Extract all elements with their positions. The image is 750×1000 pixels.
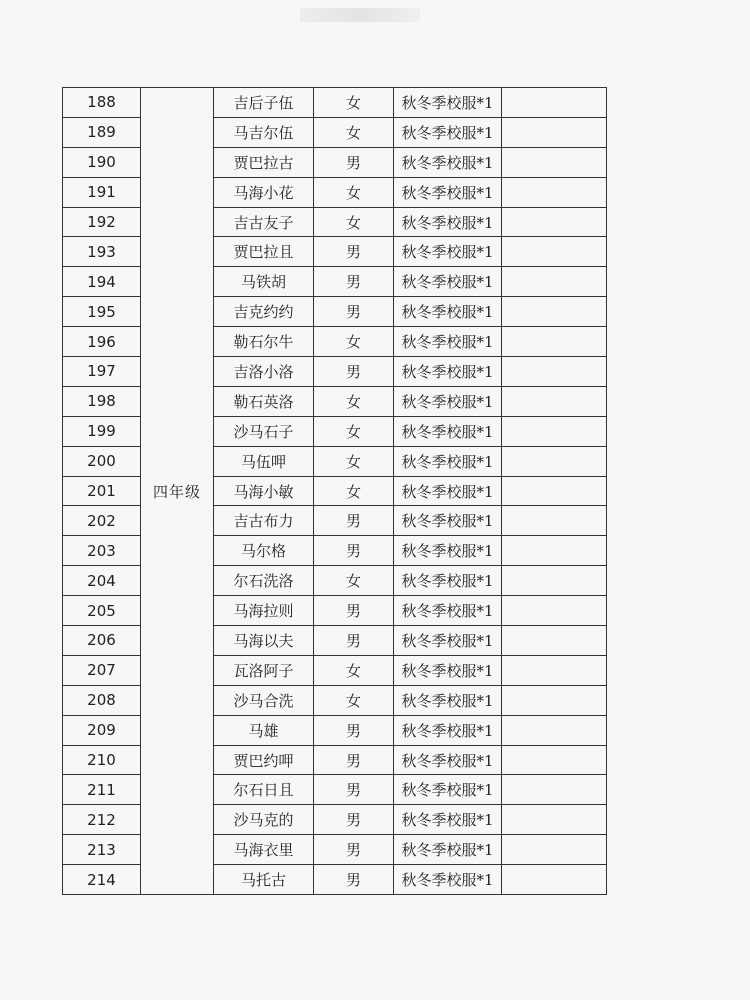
uniform-item: 秋冬季校服*1 bbox=[394, 626, 502, 656]
uniform-item: 秋冬季校服*1 bbox=[394, 177, 502, 207]
uniform-item: 秋冬季校服*1 bbox=[394, 147, 502, 177]
uniform-item: 秋冬季校服*1 bbox=[394, 297, 502, 327]
row-number: 208 bbox=[63, 685, 141, 715]
student-name: 马尔格 bbox=[214, 536, 314, 566]
empty-cell bbox=[502, 745, 607, 775]
uniform-item: 秋冬季校服*1 bbox=[394, 88, 502, 118]
row-number: 212 bbox=[63, 805, 141, 835]
row-number: 198 bbox=[63, 386, 141, 416]
student-name: 吉洛小洛 bbox=[214, 357, 314, 387]
row-number: 211 bbox=[63, 775, 141, 805]
empty-cell bbox=[502, 835, 607, 865]
row-number: 189 bbox=[63, 117, 141, 147]
uniform-item: 秋冬季校服*1 bbox=[394, 835, 502, 865]
row-number: 209 bbox=[63, 715, 141, 745]
student-name: 马雄 bbox=[214, 715, 314, 745]
student-sex: 女 bbox=[314, 446, 394, 476]
student-name: 贾巴拉且 bbox=[214, 237, 314, 267]
uniform-item: 秋冬季校服*1 bbox=[394, 596, 502, 626]
row-number: 200 bbox=[63, 446, 141, 476]
roster-body bbox=[63, 88, 607, 895]
student-name: 尔石洗洛 bbox=[214, 566, 314, 596]
student-name: 沙马克的 bbox=[214, 805, 314, 835]
student-name: 马海小敏 bbox=[214, 476, 314, 506]
student-name: 贾巴拉古 bbox=[214, 147, 314, 177]
uniform-item: 秋冬季校服*1 bbox=[394, 745, 502, 775]
student-sex: 女 bbox=[314, 207, 394, 237]
empty-cell bbox=[502, 775, 607, 805]
student-name: 马吉尔伍 bbox=[214, 117, 314, 147]
student-sex: 男 bbox=[314, 626, 394, 656]
grade-cell: 四年级 bbox=[141, 88, 214, 895]
student-sex: 男 bbox=[314, 357, 394, 387]
student-sex: 男 bbox=[314, 267, 394, 297]
student-sex: 男 bbox=[314, 596, 394, 626]
empty-cell bbox=[502, 177, 607, 207]
uniform-item: 秋冬季校服*1 bbox=[394, 506, 502, 536]
row-number: 194 bbox=[63, 267, 141, 297]
student-name: 吉古友子 bbox=[214, 207, 314, 237]
student-sex: 女 bbox=[314, 177, 394, 207]
empty-cell bbox=[502, 357, 607, 387]
uniform-item: 秋冬季校服*1 bbox=[394, 685, 502, 715]
student-sex: 女 bbox=[314, 88, 394, 118]
student-name: 马海小花 bbox=[214, 177, 314, 207]
student-name: 马海拉则 bbox=[214, 596, 314, 626]
empty-cell bbox=[502, 88, 607, 118]
uniform-item: 秋冬季校服*1 bbox=[394, 117, 502, 147]
student-sex: 男 bbox=[314, 536, 394, 566]
uniform-item: 秋冬季校服*1 bbox=[394, 267, 502, 297]
row-number: 210 bbox=[63, 745, 141, 775]
empty-cell bbox=[502, 506, 607, 536]
student-sex: 女 bbox=[314, 566, 394, 596]
row-number: 190 bbox=[63, 147, 141, 177]
row-number: 205 bbox=[63, 596, 141, 626]
empty-cell bbox=[502, 715, 607, 745]
student-sex: 男 bbox=[314, 147, 394, 177]
empty-cell bbox=[502, 267, 607, 297]
student-sex: 男 bbox=[314, 805, 394, 835]
uniform-item: 秋冬季校服*1 bbox=[394, 237, 502, 267]
empty-cell bbox=[502, 626, 607, 656]
row-number: 206 bbox=[63, 626, 141, 656]
student-name: 马海衣里 bbox=[214, 835, 314, 865]
row-number: 197 bbox=[63, 357, 141, 387]
uniform-item: 秋冬季校服*1 bbox=[394, 476, 502, 506]
uniform-item: 秋冬季校服*1 bbox=[394, 655, 502, 685]
empty-cell bbox=[502, 446, 607, 476]
row-number: 207 bbox=[63, 655, 141, 685]
uniform-roster-table bbox=[62, 87, 607, 895]
scan-artifact bbox=[300, 8, 420, 22]
uniform-item: 秋冬季校服*1 bbox=[394, 327, 502, 357]
uniform-item: 秋冬季校服*1 bbox=[394, 357, 502, 387]
student-name: 瓦洛阿子 bbox=[214, 655, 314, 685]
empty-cell bbox=[502, 476, 607, 506]
empty-cell bbox=[502, 117, 607, 147]
empty-cell bbox=[502, 207, 607, 237]
table-row bbox=[63, 88, 607, 118]
student-sex: 女 bbox=[314, 416, 394, 446]
student-name: 吉古布力 bbox=[214, 506, 314, 536]
uniform-item: 秋冬季校服*1 bbox=[394, 865, 502, 895]
empty-cell bbox=[502, 685, 607, 715]
empty-cell bbox=[502, 297, 607, 327]
row-number: 191 bbox=[63, 177, 141, 207]
student-sex: 女 bbox=[314, 476, 394, 506]
student-sex: 女 bbox=[314, 685, 394, 715]
empty-cell bbox=[502, 566, 607, 596]
empty-cell bbox=[502, 416, 607, 446]
empty-cell bbox=[502, 865, 607, 895]
row-number: 204 bbox=[63, 566, 141, 596]
student-sex: 男 bbox=[314, 237, 394, 267]
row-number: 192 bbox=[63, 207, 141, 237]
row-number: 202 bbox=[63, 506, 141, 536]
uniform-item: 秋冬季校服*1 bbox=[394, 446, 502, 476]
student-sex: 女 bbox=[314, 327, 394, 357]
student-sex: 女 bbox=[314, 386, 394, 416]
empty-cell bbox=[502, 536, 607, 566]
student-name: 勒石英洛 bbox=[214, 386, 314, 416]
uniform-item: 秋冬季校服*1 bbox=[394, 775, 502, 805]
uniform-item: 秋冬季校服*1 bbox=[394, 416, 502, 446]
student-name: 马海以夫 bbox=[214, 626, 314, 656]
uniform-item: 秋冬季校服*1 bbox=[394, 536, 502, 566]
empty-cell bbox=[502, 327, 607, 357]
empty-cell bbox=[502, 655, 607, 685]
student-name: 尔石日且 bbox=[214, 775, 314, 805]
student-name: 沙马合洗 bbox=[214, 685, 314, 715]
empty-cell bbox=[502, 237, 607, 267]
empty-cell bbox=[502, 596, 607, 626]
student-sex: 男 bbox=[314, 506, 394, 536]
student-name: 马托古 bbox=[214, 865, 314, 895]
student-sex: 男 bbox=[314, 297, 394, 327]
uniform-item: 秋冬季校服*1 bbox=[394, 566, 502, 596]
student-sex: 女 bbox=[314, 655, 394, 685]
empty-cell bbox=[502, 386, 607, 416]
student-sex: 男 bbox=[314, 745, 394, 775]
row-number: 188 bbox=[63, 88, 141, 118]
empty-cell bbox=[502, 805, 607, 835]
row-number: 193 bbox=[63, 237, 141, 267]
row-number: 199 bbox=[63, 416, 141, 446]
student-sex: 男 bbox=[314, 715, 394, 745]
student-name: 吉克约约 bbox=[214, 297, 314, 327]
student-sex: 女 bbox=[314, 117, 394, 147]
uniform-item: 秋冬季校服*1 bbox=[394, 207, 502, 237]
student-name: 吉后子伍 bbox=[214, 88, 314, 118]
student-name: 贾巴约呷 bbox=[214, 745, 314, 775]
uniform-item: 秋冬季校服*1 bbox=[394, 715, 502, 745]
row-number: 195 bbox=[63, 297, 141, 327]
row-number: 213 bbox=[63, 835, 141, 865]
row-number: 201 bbox=[63, 476, 141, 506]
student-sex: 男 bbox=[314, 775, 394, 805]
student-name: 沙马石子 bbox=[214, 416, 314, 446]
student-sex: 男 bbox=[314, 835, 394, 865]
row-number: 214 bbox=[63, 865, 141, 895]
row-number: 203 bbox=[63, 536, 141, 566]
uniform-item: 秋冬季校服*1 bbox=[394, 386, 502, 416]
uniform-item: 秋冬季校服*1 bbox=[394, 805, 502, 835]
student-name: 勒石尔牛 bbox=[214, 327, 314, 357]
empty-cell bbox=[502, 147, 607, 177]
student-name: 马伍呷 bbox=[214, 446, 314, 476]
row-number: 196 bbox=[63, 327, 141, 357]
student-sex: 男 bbox=[314, 865, 394, 895]
student-name: 马铁胡 bbox=[214, 267, 314, 297]
